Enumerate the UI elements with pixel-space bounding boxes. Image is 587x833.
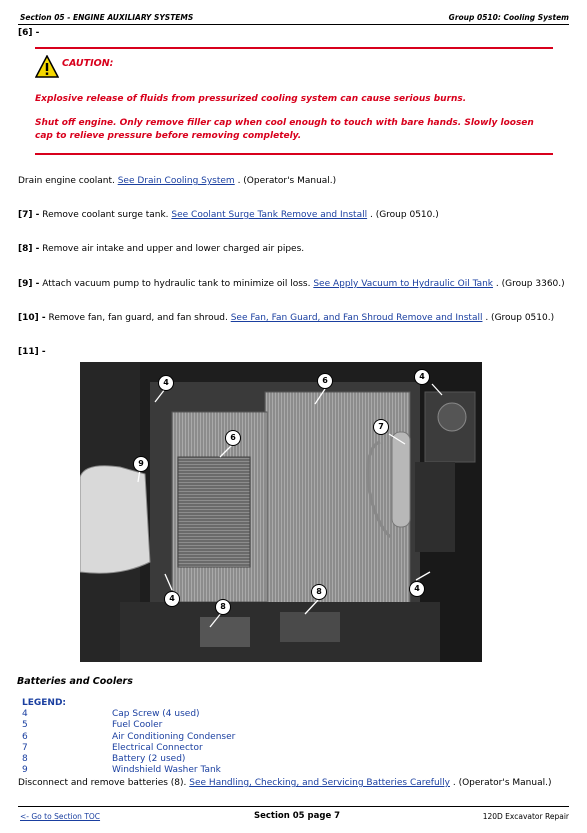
step-10 — [18, 313, 554, 323]
callout-9: 9 — [133, 456, 149, 472]
legend-item — [22, 743, 322, 754]
callout-6: 6 — [317, 373, 333, 389]
step-8-label: [8] - — [18, 244, 40, 254]
callout-8: 8 — [311, 584, 327, 600]
step-8 — [18, 244, 304, 254]
manual-title: 120D Excavator Repair — [482, 812, 569, 821]
surge-tank-link[interactable]: See Coolant Surge Tank Remove and Install — [171, 210, 368, 220]
callout-7: 7 — [373, 419, 389, 435]
page-number: Section 05 page 7 — [254, 811, 341, 821]
drain-cooling-link[interactable]: See Drain Cooling System — [117, 176, 235, 186]
caution-bottom-rule — [35, 153, 553, 155]
legend-text: Windshield Washer Tank — [112, 765, 221, 776]
drain-instruction — [18, 176, 336, 186]
step-10-text: Remove fan, fan guard, and fan shroud. — [45, 313, 231, 323]
group-title: Group 0510: Cooling System — [448, 13, 569, 22]
legend-text: Fuel Cooler — [112, 720, 163, 731]
fan-guard-link[interactable]: See Fan, Fan Guard, and Fan Shroud Remove and Install — [230, 313, 483, 323]
legend-text: Air Conditioning Condenser — [112, 731, 236, 742]
legend-item — [22, 754, 322, 765]
step-7-label: [7] - — [18, 210, 40, 220]
step-11 — [18, 347, 46, 357]
warning-icon — [35, 55, 59, 79]
drain-text: Drain engine coolant. — [18, 176, 118, 186]
callout-6: 6 — [225, 430, 241, 446]
coolers-illustration — [80, 362, 482, 662]
step-8-text: Remove air intake and upper and lower charged air pipes. — [39, 244, 305, 254]
legend-num: 4 — [22, 709, 28, 719]
legend-num: 6 — [22, 731, 28, 742]
caution-top-rule — [35, 47, 553, 49]
legend-num: 9 — [22, 765, 28, 776]
step-7 — [18, 210, 439, 220]
legend-item — [22, 720, 322, 731]
caution-title: CAUTION: — [62, 58, 114, 69]
header-divider — [18, 24, 569, 25]
section-title: Section 05 - ENGINE AUXILIARY SYSTEMS — [20, 13, 194, 22]
vacuum-link[interactable]: See Apply Vacuum to Hydraulic Oil Tank — [313, 279, 494, 289]
legend-item — [22, 732, 322, 743]
callout-4: 4 — [158, 375, 174, 391]
step-11-label: [11] - — [18, 347, 46, 357]
legend-num: 7 — [22, 742, 28, 753]
disconnect-text: Disconnect and remove batteries (8). — [18, 778, 190, 788]
caution-line-1: Explosive release of fluids from pressurized cooling system can cause serious burns. — [35, 94, 467, 104]
step-9-tail: . (Group 3360.) — [493, 279, 565, 289]
disconnect-instruction — [18, 778, 551, 788]
callout-8: 8 — [215, 599, 231, 615]
legend-num: 5 — [22, 720, 28, 731]
legend-item — [22, 765, 322, 776]
step-9-label: [9] - — [18, 279, 40, 289]
step-9-text: Attach vacuum pump to hydraulic tank to minimize oil loss. — [39, 279, 314, 289]
callout-4: 4 — [164, 591, 180, 607]
coolers-photo — [80, 362, 482, 662]
callout-4: 4 — [409, 581, 425, 597]
step-10-tail: . (Group 0510.) — [482, 313, 555, 323]
legend-item — [22, 709, 322, 720]
caution-line-2: Shut off engine. Only remove filler cap when cool enough to touch with bare hands. Slowly loosen cap to relieve pressure before removing completely. — [35, 118, 534, 141]
figure-caption: Batteries and Coolers — [17, 676, 133, 687]
step-6-label: [6] - — [18, 28, 40, 38]
step-9 — [18, 279, 565, 289]
batteries-link[interactable]: See Handling, Checking, and Servicing Batteries Carefully — [189, 778, 450, 788]
footer-divider — [18, 806, 569, 807]
callout-4: 4 — [414, 369, 430, 385]
legend-num: 8 — [22, 754, 28, 765]
step-10-label: [10] - — [18, 313, 46, 323]
legend-list — [22, 709, 322, 777]
disconnect-tail: . (Operator's Manual.) — [450, 778, 552, 788]
legend-title: LEGEND: — [22, 698, 67, 708]
section-toc-link[interactable]: <- Go to Section TOC — [20, 812, 101, 821]
step-7-text: Remove coolant surge tank. — [39, 210, 172, 220]
legend-text: Battery (2 used) — [112, 754, 186, 765]
drain-tail: . (Operator's Manual.) — [234, 176, 337, 186]
legend-text: Electrical Connector — [112, 742, 203, 753]
step-7-tail: . (Group 0510.) — [367, 210, 439, 220]
step-6 — [18, 28, 39, 38]
legend-text: Cap Screw (4 used) — [112, 709, 200, 719]
